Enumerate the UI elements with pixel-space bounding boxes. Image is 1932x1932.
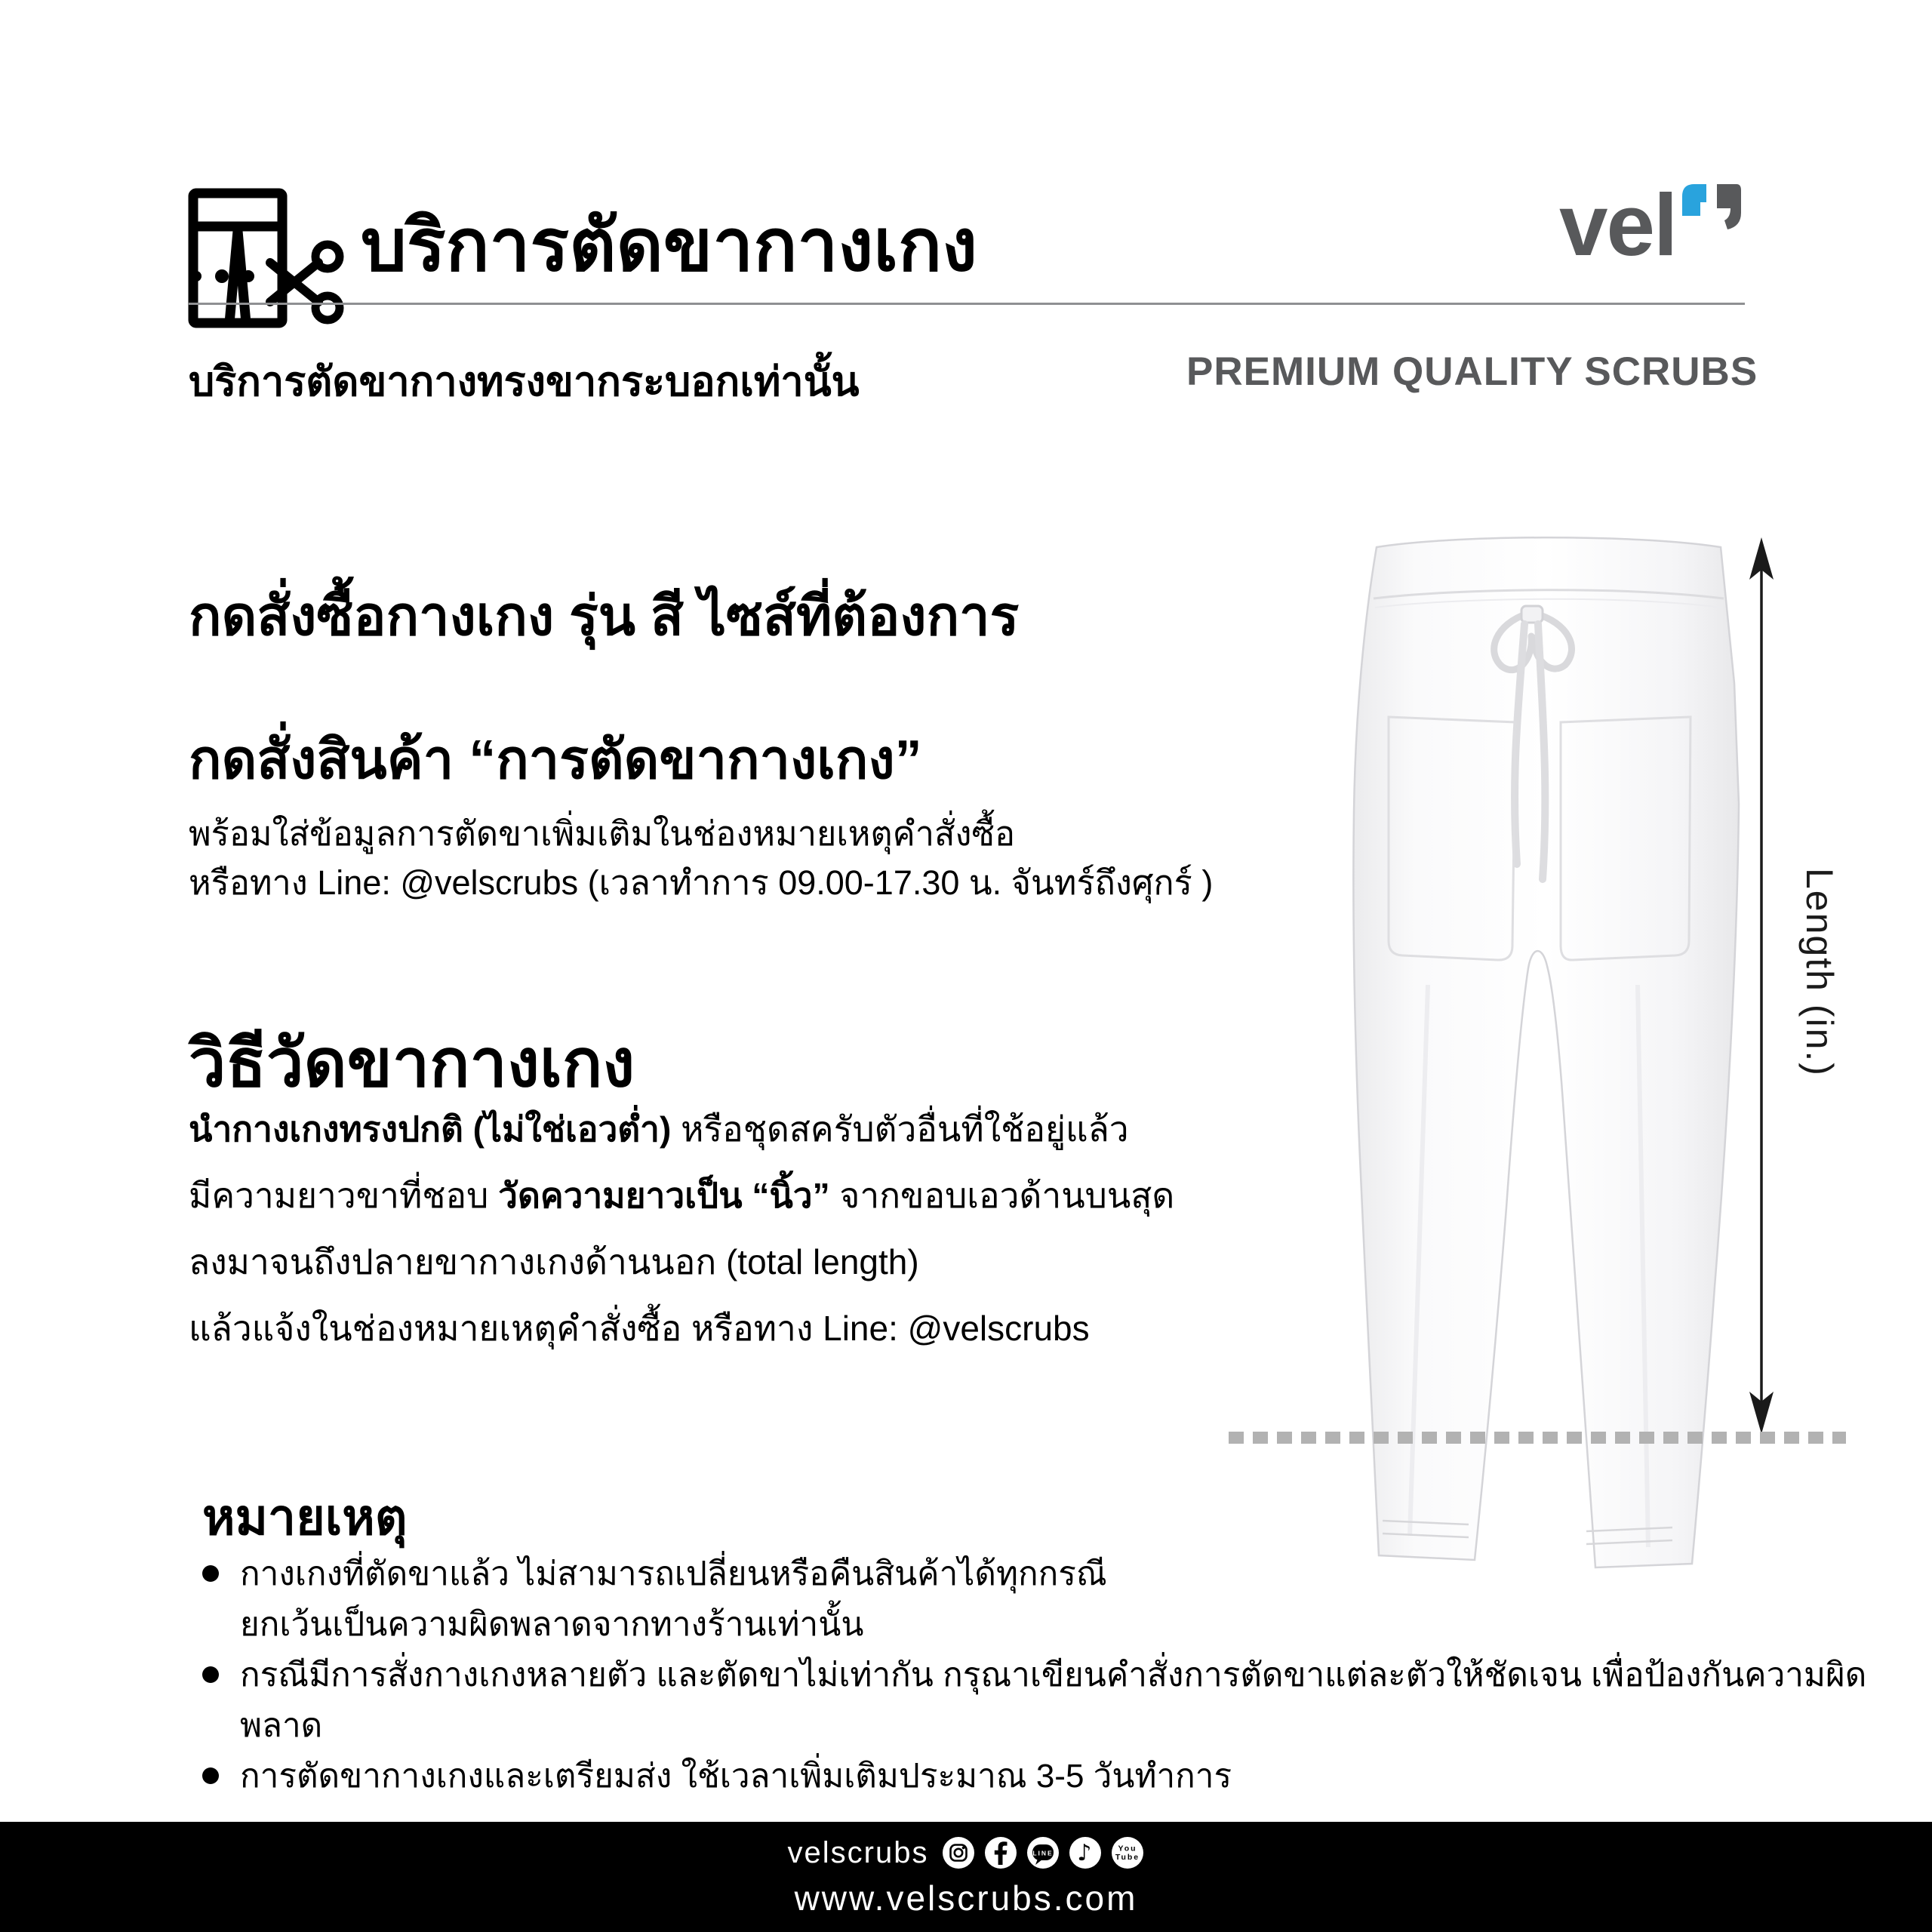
service-subtitle: บริการตัดขากางทรงขากระบอกเท่านั้น: [189, 359, 860, 405]
notes-title: หมายเหตุ: [202, 1489, 408, 1545]
youtube-icon: [1111, 1836, 1144, 1869]
step1-heading: กดสั่งซื้อกางเกง รุ่น สี ไซส์ที่ต้องการ: [189, 586, 1020, 647]
note-item: [202, 1751, 1900, 1801]
brand-tagline: PREMIUM QUALITY SCRUBS: [1186, 349, 1758, 394]
instagram-icon: [942, 1836, 975, 1869]
step2-detail-line2: หรือทาง Line: @velscrubs (เวลาทำการ 09.00-17.30 น. จันทร์ถึงศุกร์ ): [189, 863, 1214, 902]
bullet-icon: [202, 1767, 219, 1784]
facebook-icon: [984, 1836, 1017, 1869]
note-text: การตัดขากางเกงและเตรียมส่ง ใช้เวลาเพิ่มเติมประมาณ 3-5 วันทำการ: [240, 1758, 1232, 1795]
footer: [0, 1822, 1932, 1932]
brand-logo-text: vel: [1559, 176, 1677, 274]
measure-instructions: [189, 1096, 1192, 1361]
brand-logo: [1559, 176, 1743, 274]
step2-detail-line1: พร้อมใส่ข้อมูลการตัดขาเพิ่มเติมในช่องหมายเหตุคำสั่งซื้อ: [189, 814, 1016, 853]
measure-line2: [189, 1162, 1192, 1229]
cut-line: [1229, 1432, 1846, 1444]
measure-line3: ลงมาจนถึงปลายขากางเกงด้านนอก (total length): [189, 1242, 919, 1281]
measure-line1: [189, 1096, 1192, 1162]
svg-text:LINE: LINE: [1032, 1849, 1054, 1857]
header-divider: [189, 303, 1745, 305]
measure-line2-bold: วัดความยาวเป็น “นิ้ว”: [498, 1176, 830, 1215]
svg-text:You: You: [1118, 1844, 1137, 1854]
note-text: กรณีมีการสั่งกางเกงหลายตัว และตัดขาไม่เท่ากัน กรุณาเขียนคำสั่งการตัดขาแต่ละตัวให้ชัดเจน เพื่อป้องกันความผิดพลาด: [240, 1657, 1867, 1744]
measure-line2-rest: จากขอบเอวด้านบนสุด: [829, 1176, 1175, 1215]
pants-scissors-icon: [186, 187, 346, 329]
svg-text:♪: ♪: [1077, 1840, 1094, 1866]
note-text: กางเกงที่ตัดขาแล้ว ไม่สามารถเปลี่ยนหรือคืนสินค้าได้ทุกกรณี: [240, 1555, 1107, 1592]
measure-section-title: วิธีวัดขากางเกง: [189, 1026, 635, 1100]
measure-line4: แล้วแจ้งในช่องหมายเหตุคำสั่งซื้อ หรือทาง Line: @velscrubs: [189, 1309, 1090, 1348]
measure-line1-bold: นำกางเกงทรงปกติ (ไม่ใช่เอวต่ำ): [189, 1109, 672, 1149]
scrub-pants-image: [1307, 525, 1752, 1570]
tiktok-icon: [1069, 1836, 1102, 1869]
note-item: [202, 1650, 1900, 1751]
page-title: บริการตัดขากางเกง: [361, 205, 978, 286]
website-url: www.velscrubs.com: [794, 1878, 1138, 1918]
bullet-icon: [202, 1666, 219, 1683]
step2-heading: กดสั่งสินค้า “การตัดขากางเกง”: [189, 730, 922, 790]
line-icon: [1026, 1836, 1060, 1869]
footer-social-row: [788, 1836, 1145, 1870]
quote-marks-icon: [1681, 183, 1743, 248]
social-handle: velscrubs: [787, 1835, 929, 1869]
notes-list: [202, 1549, 1900, 1801]
bullet-icon: [202, 1565, 219, 1582]
note-item-continuation: ยกเว้นเป็นความผิดพลาดจากทางร้านเท่านั้น: [240, 1606, 864, 1643]
svg-text:Tube: Tube: [1115, 1853, 1140, 1862]
length-arrow-icon: [1745, 536, 1778, 1435]
length-label: Length (in.): [1798, 868, 1841, 1077]
measure-line2-pre: มีความยาวขาที่ชอบ: [189, 1176, 499, 1215]
measure-line1-rest: หรือชุดสครับตัวอื่นที่ใช้อยู่แล้ว: [671, 1109, 1129, 1149]
